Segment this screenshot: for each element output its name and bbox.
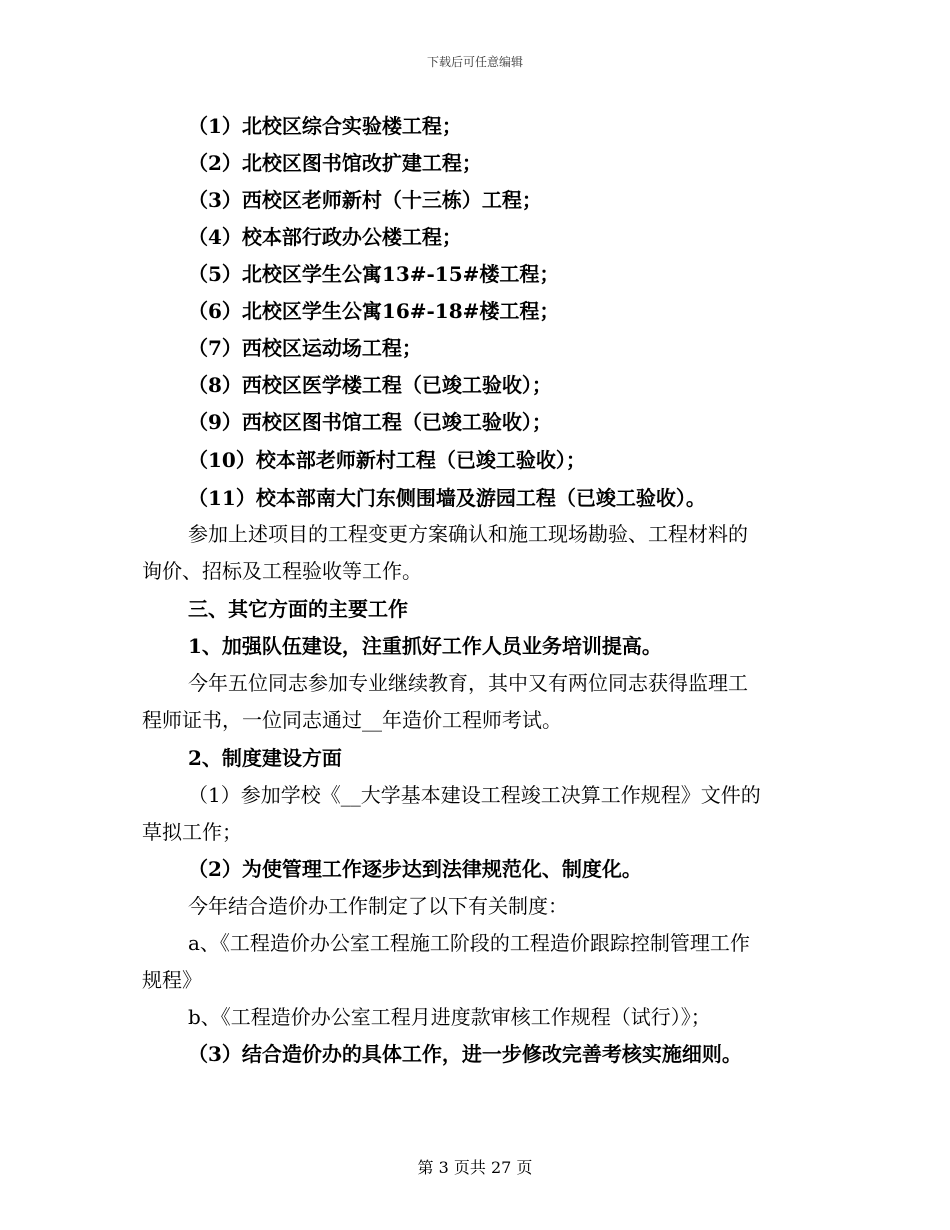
subsection-item: （3）结合造价办的具体工作，进一步修改完善考核实施细则。 bbox=[188, 1042, 742, 1066]
project-item-5: （5）北校区学生公寓13#-15#楼工程； bbox=[188, 262, 560, 286]
paragraph-line: 程师证书，一位同志通过__年造价工程师考试。 bbox=[142, 708, 562, 732]
project-item-4: （4）校本部行政办公楼工程； bbox=[188, 225, 462, 249]
project-item-11: （11）校本部南大门东侧围墙及游园工程（已竣工验收）。 bbox=[188, 486, 706, 510]
project-item-8: （8）西校区医学楼工程（已竣工验收）； bbox=[188, 373, 552, 397]
paragraph-line: 询价、招标及工程验收等工作。 bbox=[142, 559, 422, 583]
project-item-9: （9）西校区图书馆工程（已竣工验收）； bbox=[188, 410, 552, 434]
page-footer: 第 3 页共 27 页 bbox=[417, 1158, 533, 1177]
paragraph-line: 今年结合造价办工作制定了以下有关制度： bbox=[188, 894, 568, 918]
paragraph-line: 参加上述项目的工程变更方案确认和施工现场勘验、工程材料的 bbox=[188, 522, 748, 546]
subsection-item: （2）为使管理工作逐步达到法律规范化、制度化。 bbox=[188, 857, 642, 881]
paragraph-line: b、《工程造价办公室工程月进度款审核工作规程（试行）》； bbox=[188, 1005, 711, 1029]
paragraph-line: 规程》 bbox=[142, 968, 202, 992]
project-item-10: （10）校本部老师新村工程（已竣工验收）； bbox=[188, 448, 586, 472]
paragraph-line: 草拟工作； bbox=[142, 820, 242, 844]
project-item-1: （1）北校区综合实验楼工程； bbox=[188, 114, 462, 138]
subsection-heading: 2、制度建设方面 bbox=[188, 746, 342, 770]
paragraph-line: a、《工程造价办公室工程施工阶段的工程造价跟踪控制管理工作 bbox=[188, 931, 750, 955]
project-item-3: （3）西校区老师新村（十三栋）工程； bbox=[188, 188, 542, 212]
page-header: 下载后可任意编辑 bbox=[426, 55, 523, 69]
project-item-7: （7）西校区运动场工程； bbox=[188, 336, 422, 360]
section-heading: 三、其它方面的主要工作 bbox=[188, 597, 408, 621]
paragraph-line: （1）参加学校《__大学基本建设工程竣工决算工作规程》文件的 bbox=[188, 783, 761, 807]
project-item-2: （2）北校区图书馆改扩建工程； bbox=[188, 151, 482, 175]
subsection-heading: 1、加强队伍建设，注重抓好工作人员业务培训提高。 bbox=[188, 634, 662, 658]
paragraph-line: 今年五位同志参加专业继续教育，其中又有两位同志获得监理工 bbox=[188, 671, 748, 695]
project-item-6: （6）北校区学生公寓16#-18#楼工程； bbox=[188, 299, 560, 323]
